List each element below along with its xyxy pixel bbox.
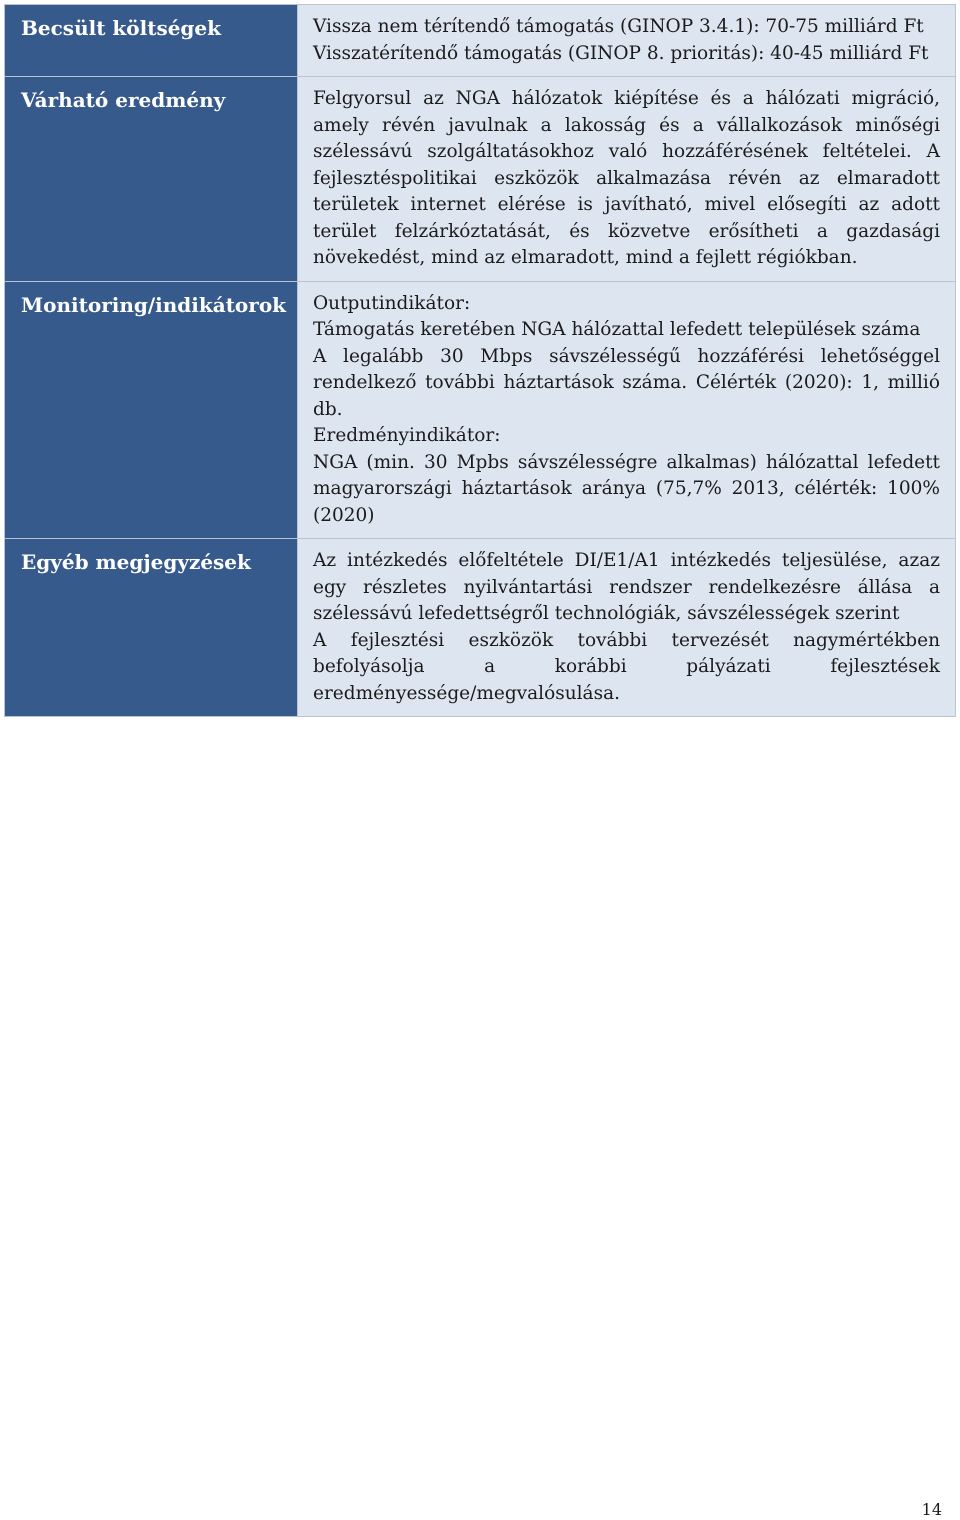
paragraph: Támogatás keretében NGA hálózattal lefedett települések száma	[313, 319, 921, 340]
table-row	[5, 77, 956, 282]
paragraph: Az intézkedés előfeltétele DI/E1/A1 intézkedés teljesülése, azaz egy részletes nyilvántartási rendszer rendelkezésre állása a szélessávú lefedettségről technológiák, sávszélességek szerint	[313, 550, 940, 624]
paragraph: Eredményindikátor:	[313, 425, 501, 446]
table-row	[5, 539, 956, 717]
row-content	[298, 281, 956, 539]
table-row	[5, 281, 956, 539]
row-label: Egyéb megjegyzések	[5, 539, 298, 717]
row-label: Becsült költségek	[5, 5, 298, 77]
paragraph: Outputindikátor:	[313, 292, 471, 314]
table-row	[5, 5, 956, 77]
paragraph: A legalább 30 Mbps sávszélességű hozzáférési lehetőséggel rendelkező további háztartások száma. Célérték (2020): 1, millió db.	[313, 345, 940, 420]
row-content	[298, 5, 956, 77]
paragraph: Felgyorsul az NGA hálózatok kiépítése és a hálózati migráció, amely révén javulnak a lakosság és a vállalkozások minőségi szélessávú szolgáltatásokhoz való hozzáférésének feltételei. A fejlesztéspolitikai eszközök alkalmazása révén az elmaradott területek internet elérése is javítható, mivel elősegíti az adott terület felzárkóztatását, és közvetve erősítheti a gazdasági növekedést, mind az elmaradott, mind a fejlett régiókban.	[313, 88, 940, 268]
page-number: 14	[921, 1500, 942, 1519]
paragraph: NGA (min. 30 Mpbs sávszélességre alkalmas) hálózattal lefedett magyarországi háztartások aránya (75,7% 2013, célérték: 100% (2020)	[313, 451, 940, 526]
row-content	[298, 77, 956, 282]
paragraph: A fejlesztési eszközök további tervezését nagymértékben befolyásolja a korábbi pályázati fejlesztések eredményessége/megvalósulása.	[313, 629, 940, 704]
row-label: Monitoring/indikátorok	[5, 281, 298, 539]
paragraph: Visszatérítendő támogatás (GINOP 8. prioritás): 40-45 milliárd Ft	[313, 42, 929, 64]
paragraph: Vissza nem térítendő támogatás (GINOP 3.4.1): 70-75 milliárd Ft	[313, 16, 924, 37]
row-content	[298, 539, 956, 717]
row-label: Várható eredmény	[5, 77, 298, 282]
document-table	[4, 4, 956, 717]
